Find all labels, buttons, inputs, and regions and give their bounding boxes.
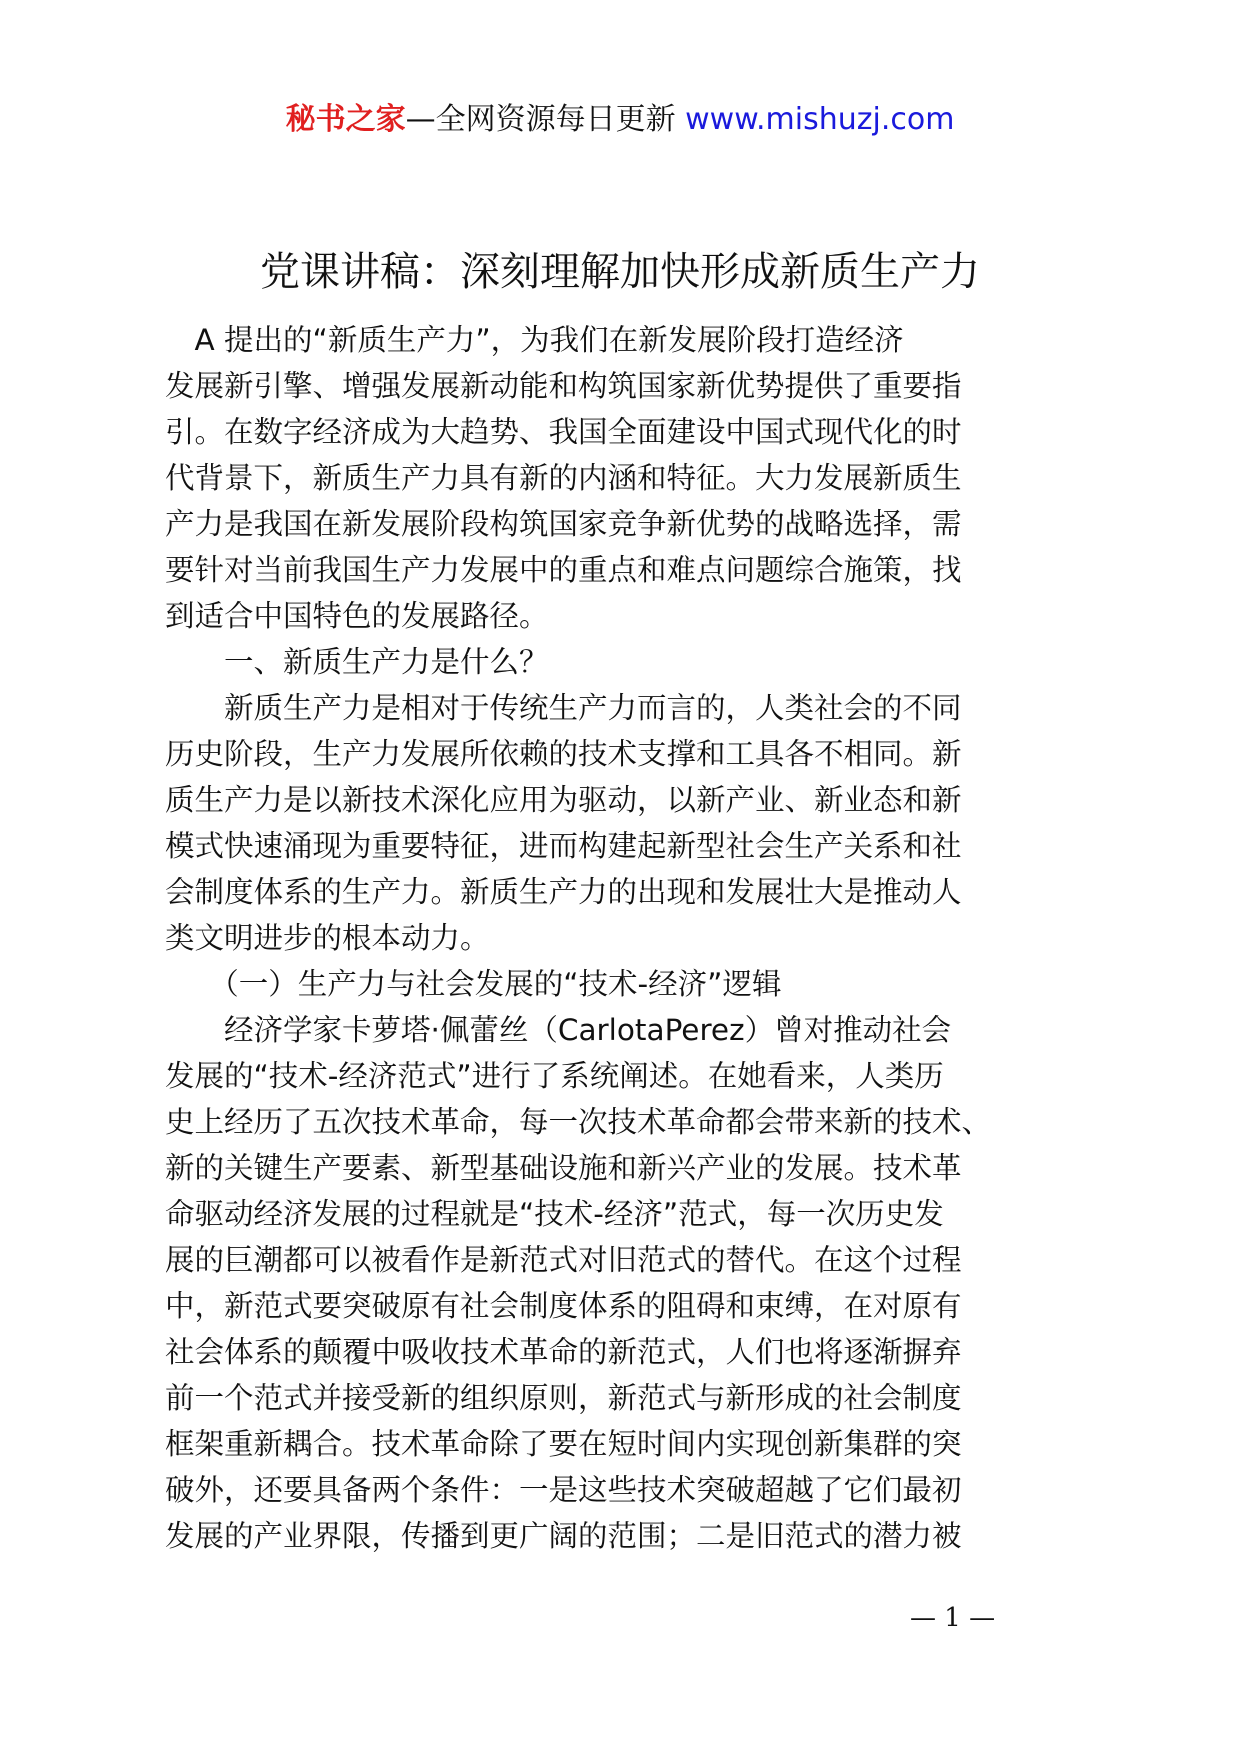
body-line: 框架重新耦合。技术革命除了要在短时间内实现创新集群的突 [165, 1427, 962, 1461]
body-line: 发展的产业界限，传播到更广阔的范围；二是旧范式的潜力被 [165, 1519, 962, 1553]
header-tagline: —全网资源每日更新 [405, 102, 686, 137]
body-line: 前一个范式并接受新的组织原则，新范式与新形成的社会制度 [165, 1381, 962, 1415]
document-title: 党课讲稿：深刻理解加快形成新质生产力 [260, 249, 980, 295]
body-line: 史上经历了五次技术革命，每一次技术革命都会带来新的技术、 [165, 1105, 992, 1139]
body-line: 模式快速涌现为重要特征，进而构建起新型社会生产关系和社 [165, 829, 962, 863]
body-line: 历史阶段，生产力发展所依赖的技术支撑和工具各不相同。新 [165, 737, 962, 771]
body-line: 发展的“技术-经济范式”进行了系统阐述。在她看来，人类历 [165, 1059, 944, 1093]
site-url-link[interactable]: www.mishuzj.com [685, 102, 955, 137]
body-line: 类文明进步的根本动力。 [165, 921, 490, 955]
body-line: 产力是我国在新发展阶段构筑国家竞争新优势的战略选择，需 [165, 507, 962, 541]
page-number: — 1 — [910, 1603, 996, 1633]
body-line: 要针对当前我国生产力发展中的重点和难点问题综合施策，找 [165, 553, 962, 587]
document-body [165, 317, 1085, 1559]
body-line: 发展新引擎、增强发展新动能和构筑国家新优势提供了重要指 [165, 369, 962, 403]
body-line: 新质生产力是相对于传统生产力而言的，人类社会的不同 [165, 691, 962, 725]
body-line: 会制度体系的生产力。新质生产力的出现和发展壮大是推动人 [165, 875, 962, 909]
body-line: 中，新范式要突破原有社会制度体系的阻碍和束缚，在对原有 [165, 1289, 962, 1323]
body-line: 代背景下，新质生产力具有新的内涵和特征。大力发展新质生 [165, 461, 962, 495]
section-heading: 一、新质生产力是什么？ [165, 645, 549, 679]
body-line: 新的关键生产要素、新型基础设施和新兴产业的发展。技术革 [165, 1151, 962, 1185]
body-line: 命驱动经济发展的过程就是“技术-经济”范式，每一次历史发 [165, 1197, 944, 1231]
body-line: 经济学家卡萝塔·佩蕾丝（CarlotaPerez）曾对推动社会 [165, 1013, 952, 1047]
body-line: 社会体系的颠覆中吸收技术革命的新范式，人们也将逐渐摒弃 [165, 1335, 962, 1369]
body-line: 破外，还要具备两个条件：一是这些技术突破超越了它们最初 [165, 1473, 962, 1507]
body-line: 展的巨潮都可以被看作是新范式对旧范式的替代。在这个过程 [165, 1243, 962, 1277]
body-line: 引。在数字经济成为大趋势、我国全面建设中国式现代化的时 [165, 415, 962, 449]
site-header [0, 98, 1240, 142]
brand-name: 秘书之家 [285, 102, 406, 137]
subsection-heading: （一）生产力与社会发展的“技术-经济”逻辑 [165, 967, 782, 1001]
body-line: 质生产力是以新技术深化应用为驱动，以新产业、新业态和新 [165, 783, 962, 817]
body-line: 到适合中国特色的发展路径。 [165, 599, 549, 633]
body-line: A 提出的“新质生产力”，为我们在新发展阶段打造经济 [165, 323, 904, 357]
